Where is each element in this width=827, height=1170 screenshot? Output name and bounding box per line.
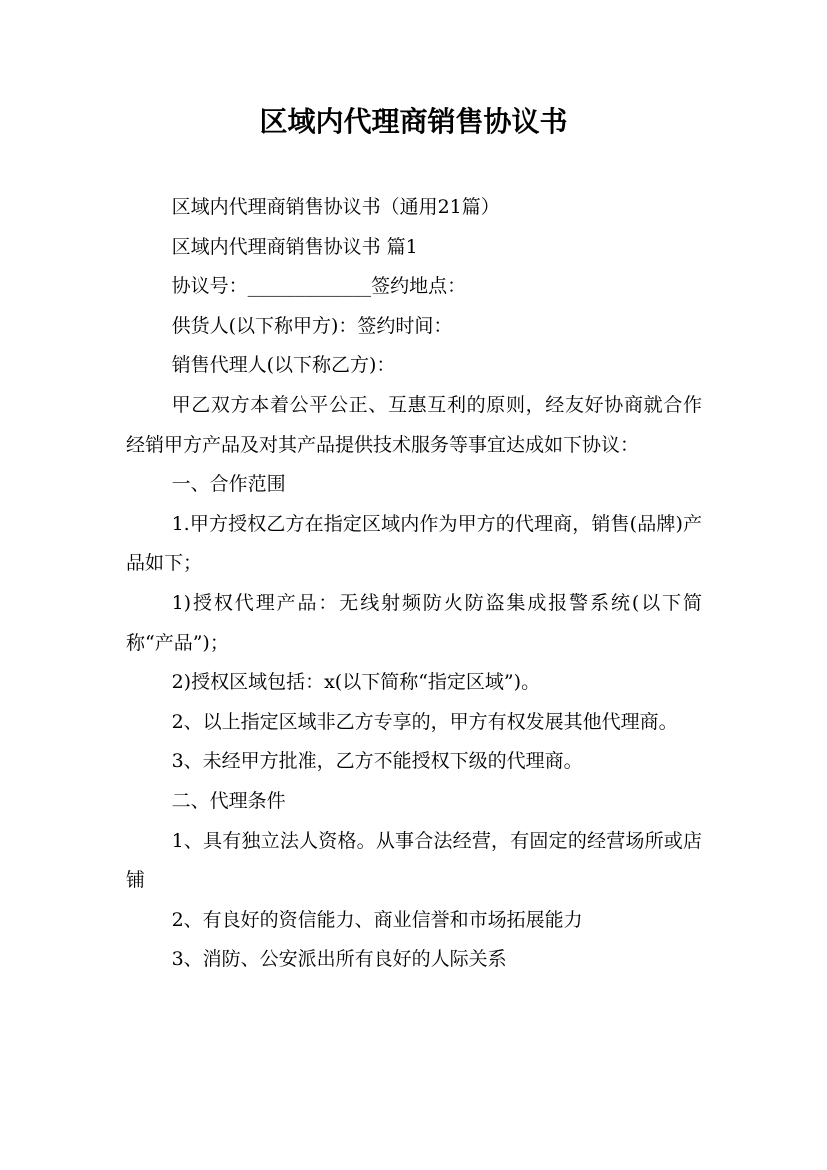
paragraph-clause: 2)授权区域包括：x(以下简称“指定区域”)。 [171, 671, 541, 694]
paragraph-clause: 1)授权代理产品：无线射频防火防盗集成报警系统(以下简称“产品”)； [126, 591, 702, 654]
section-heading-scope: 一、合作范围 [171, 473, 286, 496]
paragraph-clause: 2、以上指定区域非乙方专享的，甲方有权发展其他代理商。 [171, 710, 678, 733]
paragraph-clause: 2、有良好的资信能力、商业信誉和市场拓展能力 [171, 908, 583, 931]
document-body [126, 188, 702, 980]
paragraph-clause: 3、未经甲方批准，乙方不能授权下级的代理商。 [171, 750, 583, 773]
document-title: 区域内代理商销售协议书 [259, 105, 568, 138]
paragraph-sales-agent: 销售代理人(以下称乙方)： [171, 354, 396, 377]
paragraph-preamble: 甲乙双方本着公平公正、互惠互利的原则，经友好协商就合作经销甲方产品及对其产品提供技术服务等事宜达成如下协议： [126, 393, 702, 456]
paragraph-clause: 1、具有独立法人资格。从事合法经营，有固定的经营场所或店铺 [126, 829, 702, 892]
section-heading-conditions: 二、代理条件 [171, 789, 286, 812]
paragraph-clause: 3、消防、公安派出所有良好的人际关系 [171, 948, 507, 971]
paragraph-supplier: 供货人(以下称甲方)：签约时间： [171, 314, 453, 337]
paragraph-clause: 1.甲方授权乙方在指定区域内作为甲方的代理商，销售(品牌)产品如下； [126, 512, 702, 575]
paragraph-agreement-number: 协议号：_____________签约地点： [171, 275, 467, 298]
paragraph-subtitle: 区域内代理商销售协议书（通用21篇） [171, 196, 500, 218]
paragraph-article-heading: 区域内代理商销售协议书 篇1 [171, 235, 418, 258]
